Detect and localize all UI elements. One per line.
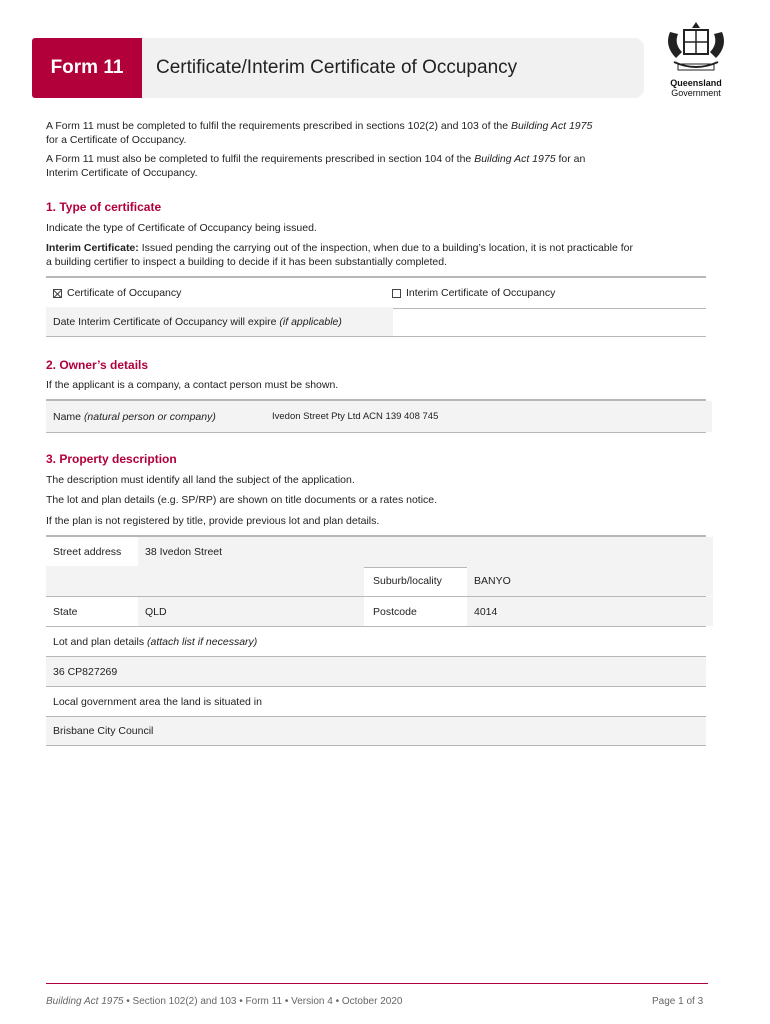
- section-3-title: 3. Property description: [46, 452, 177, 466]
- lga-field[interactable]: Brisbane City Council: [46, 717, 706, 745]
- label-text: Date Interim Certificate of Occupancy will expire: [53, 315, 277, 328]
- expiry-date-row: [46, 307, 706, 337]
- lot-plan-label: [46, 627, 706, 656]
- lot-plan-value-row: [46, 657, 706, 687]
- checkbox-icon[interactable]: [392, 289, 401, 298]
- owner-name-label: [46, 401, 266, 432]
- option-label: Interim Certificate of Occupancy: [406, 287, 556, 299]
- logo-text-queensland: Queensland: [670, 78, 722, 88]
- intro-paragraph-1: [46, 119, 686, 147]
- lga-label-row: [46, 687, 706, 717]
- option-label: Certificate of Occupancy: [67, 287, 182, 299]
- section-3-line-3: If the plan is not registered by title, provide previous lot and plan details.: [46, 515, 380, 527]
- interim-definition-label: Interim Certificate:: [46, 242, 139, 254]
- owner-name-field[interactable]: Ivedon Street Pty Ltd ACN 139 408 745: [266, 401, 712, 432]
- interim-definition: [46, 241, 706, 269]
- section-1-instruction: Indicate the type of Certificate of Occupancy being issued.: [46, 222, 317, 234]
- section-2-title: 2. Owner’s details: [46, 358, 149, 372]
- section-1-title: 1. Type of certificate: [46, 200, 162, 214]
- street-address-label: Street address: [53, 546, 122, 558]
- postcode-field[interactable]: 4014: [467, 597, 713, 626]
- suburb-label: Suburb/locality: [373, 575, 442, 587]
- footer-act: Building Act 1975: [46, 996, 124, 1007]
- intro-paragraph-2: [46, 152, 686, 180]
- suburb-blank-cell: [46, 566, 364, 596]
- lot-plan-label-row: [46, 627, 706, 657]
- lga-label: Local government area the land is situated in: [53, 695, 262, 708]
- page-number: Page 1 of 3: [652, 996, 704, 1007]
- intro-text: for a Certificate of Occupancy.: [46, 134, 187, 146]
- street-address-field[interactable]: 38 Ivedon Street: [138, 537, 713, 567]
- state-label: State: [53, 605, 78, 618]
- logo-text-government: Government: [671, 88, 721, 98]
- intro-text: A Form 11 must also be completed to fulfil the requirements prescribed in section 104 of the: [46, 153, 475, 165]
- form-number-badge: [32, 38, 142, 98]
- interim-definition-text: a building certifier to inspect a building to decide if it has been substantially completed.: [46, 256, 447, 268]
- interim-definition-text: Issued pending the carrying out of the inspection, when due to a building’s location, it is not practicable for: [138, 242, 633, 254]
- intro-text: A Form 11 must be completed to fulfil the requirements prescribed in sections 102(2) and 103 of the: [46, 120, 511, 132]
- coat-of-arms-icon: [660, 18, 732, 78]
- postcode-label: Postcode: [373, 605, 417, 618]
- option-interim-certificate[interactable]: [392, 278, 692, 308]
- expiry-date-label: [46, 307, 393, 336]
- state-field[interactable]: QLD: [138, 597, 364, 626]
- label-note: (if applicable): [279, 315, 342, 328]
- option-certificate-of-occupancy[interactable]: [53, 278, 383, 308]
- section-3-line-2: The lot and plan details (e.g. SP/RP) are shown on title documents or a rates notice.: [46, 494, 438, 506]
- owner-name-row: [46, 399, 706, 433]
- lot-plan-field[interactable]: 36 CP827269: [46, 657, 706, 686]
- queensland-government-logo: [660, 18, 732, 102]
- title-bar: [142, 38, 644, 98]
- label-note: (attach list if necessary): [147, 635, 258, 648]
- checked-checkbox-icon[interactable]: [53, 289, 62, 298]
- street-address-row: [46, 535, 706, 568]
- footer-reference: [46, 996, 402, 1007]
- intro-text: for an: [555, 153, 586, 165]
- act-name: Building Act 1975: [510, 120, 593, 132]
- expiry-date-field[interactable]: [395, 307, 706, 336]
- label-text: Lot and plan details: [53, 635, 145, 648]
- page-title: Certificate/Interim Certificate of Occupancy: [156, 57, 518, 78]
- footer-details: • Section 102(2) and 103 • Form 11 • Version 4 • October 2020: [123, 996, 403, 1007]
- form-label: Form 11: [50, 57, 124, 78]
- section-3-line-1: The description must identify all land the subject of the application.: [46, 474, 355, 486]
- lga-value-row: [46, 717, 706, 746]
- certificate-type-row: [46, 276, 706, 309]
- label-note: (natural person or company): [83, 410, 216, 423]
- suburb-row: [46, 566, 706, 597]
- footer-divider: [46, 983, 708, 984]
- section-2-instruction: If the applicant is a company, a contact person must be shown.: [46, 379, 339, 391]
- label-text: Name: [53, 410, 82, 423]
- intro-text: Interim Certificate of Occupancy.: [46, 167, 198, 179]
- act-name: Building Act 1975: [474, 153, 556, 165]
- state-postcode-row: [46, 597, 706, 627]
- suburb-field[interactable]: BANYO: [467, 566, 713, 596]
